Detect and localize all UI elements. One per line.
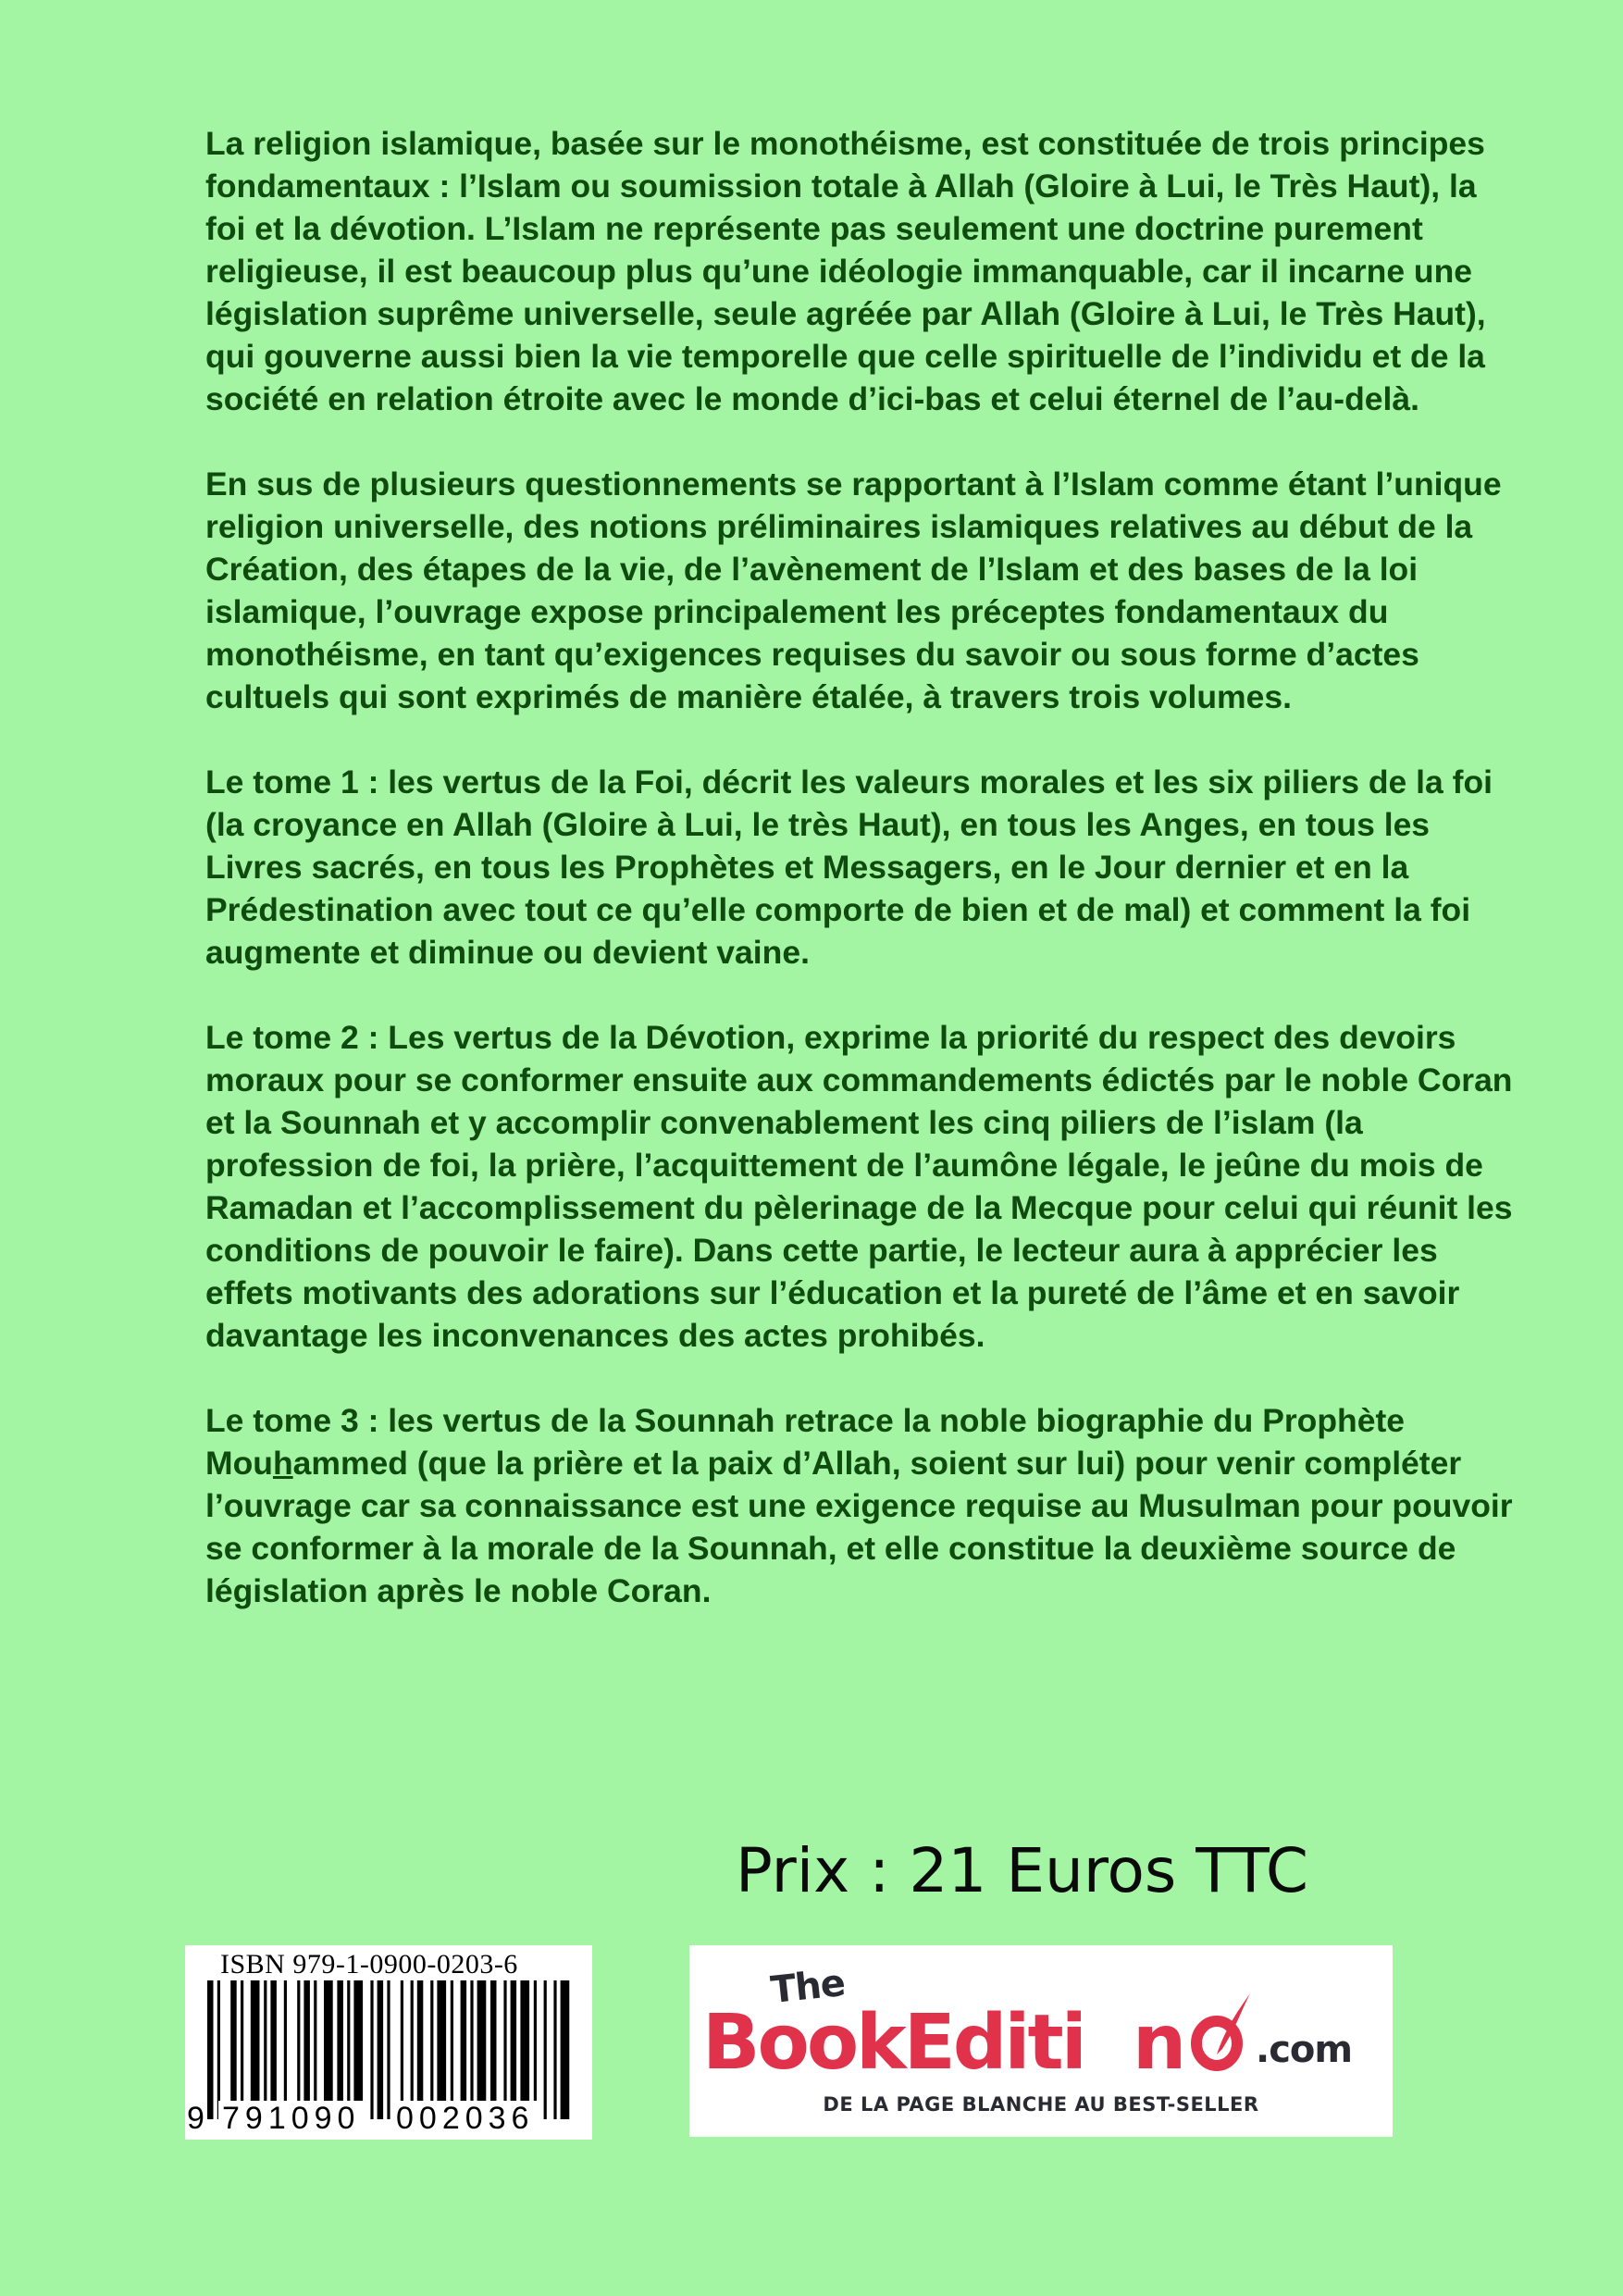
paragraph-tome-2: Le tome 2 : Les vertus de la Dévotion, exprime la priorité du respect des devoirs moraux pour se conformer ensuite aux commandements édictés par le noble Coran et la Sounnah et y accomplir convenablement les cinq piliers de l’islam (la profession de foi, la prière, l’acquittement de l’aumône légale, le jeûne du mois de Ramadan et l’accomplissement du pèlerinage de la Mecque pour celui qui réunit les conditions de pouvoir le faire). Dans cette partie, le lecteur aura à apprécier les effets motivants des adorations sur l’éducation et la pureté de l’âme et en savoir davantage les inconvenances des actes prohibés. [205,1019,1513,1354]
paragraph-overview: En sus de plusieurs questionnements se rapportant à l’Islam comme étant l’unique religion universelle, des notions préliminaires islamiques relatives au début de la Création, des étapes de la vie, de l’avènement de l’Islam et des bases de la loi islamique, l’ouvrage expose principalement les préceptes fondamentaux du monothéisme, en tant qu’exigences requises du savoir ou sous forme d’actes cultuels qui sont exprimés de manière étalée, à travers trois volumes. [205,465,1502,715]
barcode-bar [387,1980,390,2119]
barcode-bar [437,1980,446,2119]
barcode-bar [520,1980,529,2119]
isbn-barcode [185,1945,592,2140]
barcode-bar [207,1980,214,2119]
barcode-bar [241,1980,243,2119]
tome-3-text-start: Le tome 3 : les vertus de la Sounnah retrace la noble biographie du Prophète Mou [205,1402,1406,1482]
barcode-bar [324,1980,333,2119]
barcode-first-digit: 9 [187,2101,204,2136]
logo-domain: .com [1256,2029,1353,2071]
barcode-right-digits: 002036 [396,2101,535,2136]
logo-the-word: The [768,1961,848,2013]
barcode-bar [297,1980,300,2119]
logo-brand-name [702,1999,1183,2087]
barcode-bar [314,1980,316,2119]
barcode-bar [477,1980,487,2119]
barcode-bar [337,1980,343,2119]
barcode-bar [461,1980,467,2119]
barcode-bar [490,1980,497,2119]
paragraph-tome-1: Le tome 1 : les vertus de la Foi, décrit les valeurs morales et les six piliers de la foi (la croyance en Allah (Gloire à Lui, le très Haut), en tous les Anges, en tous les Livres sacrés, en tous les Prophètes et Messagers, en le Jour dernier et en la Prédestination avec tout ce qu’elle comporte de bien et de mal) et comment la foi augmente et diminue ou devient vaine. [205,763,1493,971]
logo-brand-end: n [1132,1999,1184,2087]
barcode-bar [561,1980,570,2119]
quill-o-icon [1189,1990,1254,2082]
barcode-bar [534,1980,537,2119]
barcode-bar [544,1980,547,2119]
barcode-bar [230,1980,237,2119]
barcode-bar [511,1980,517,2119]
logo-tagline: DE LA PAGE BLANCHE AU BEST-SELLER [823,2093,1259,2116]
price-label: Prix : 21 Euros TTC [736,1835,1308,1906]
barcode-bar [411,1980,414,2119]
publisher-logo [689,1945,1393,2137]
barcode-bar [217,1980,220,2119]
barcode-bar [378,1980,384,2119]
tome-3-underlined-letter: h [272,1445,293,1482]
tome-3-text-end: ammed (que la prière et la paix d’Allah, soient sur lui) pour venir compléter l’ouvrage car sa connaissance est une exigence requise au Musulman pour pouvoir se conformer à la morale de la Sounnah, et elle constitue la deuxième source de législation après le noble Coran. [205,1445,1513,1609]
barcode-bar [553,1980,556,2119]
back-cover-description [205,122,1519,1612]
barcode-bar [370,1980,373,2119]
barcode-bar [503,1980,506,2119]
barcode-bar [251,1980,260,2119]
barcode-bar [470,1980,473,2119]
barcode-bar [304,1980,310,2119]
barcode-bar [430,1980,433,2119]
paragraph-tome-3 [205,1399,1519,1612]
barcode-bar [353,1980,363,2119]
barcode-bar [264,1980,266,2119]
barcode-bar [451,1980,453,2119]
barcode-bar [347,1980,350,2119]
barcode-left-digits: 791090 [222,2101,361,2136]
paragraph-intro: La religion islamique, basée sur le monothéisme, est constituée de trois principes fondamentaux : l’Islam ou soumission totale à Allah (Gloire à Lui, le Très Haut), la foi et la dévotion. L’Islam ne représente pas seulement une doctrine purement religieuse, il est beaucoup plus qu’une idéologie immanquable, car il incarne une législation suprême universelle, seule agréée par Allah (Gloire à Lui, le Très Haut), qui gouverne aussi bien la vie temporelle que celle spirituelle de l’individu et de la société en relation étroite avec le monde d’ici-bas et celui éternel de l’au-delà. [205,125,1486,417]
barcode-bar [417,1980,424,2119]
barcode-bar [401,1980,403,2119]
logo-brand-start: BookEditi [702,1999,1084,2087]
isbn-number: ISBN 979-1-0900-0203-6 [220,1949,518,1980]
barcode-bar [270,1980,277,2119]
barcode-bar [284,1980,287,2119]
